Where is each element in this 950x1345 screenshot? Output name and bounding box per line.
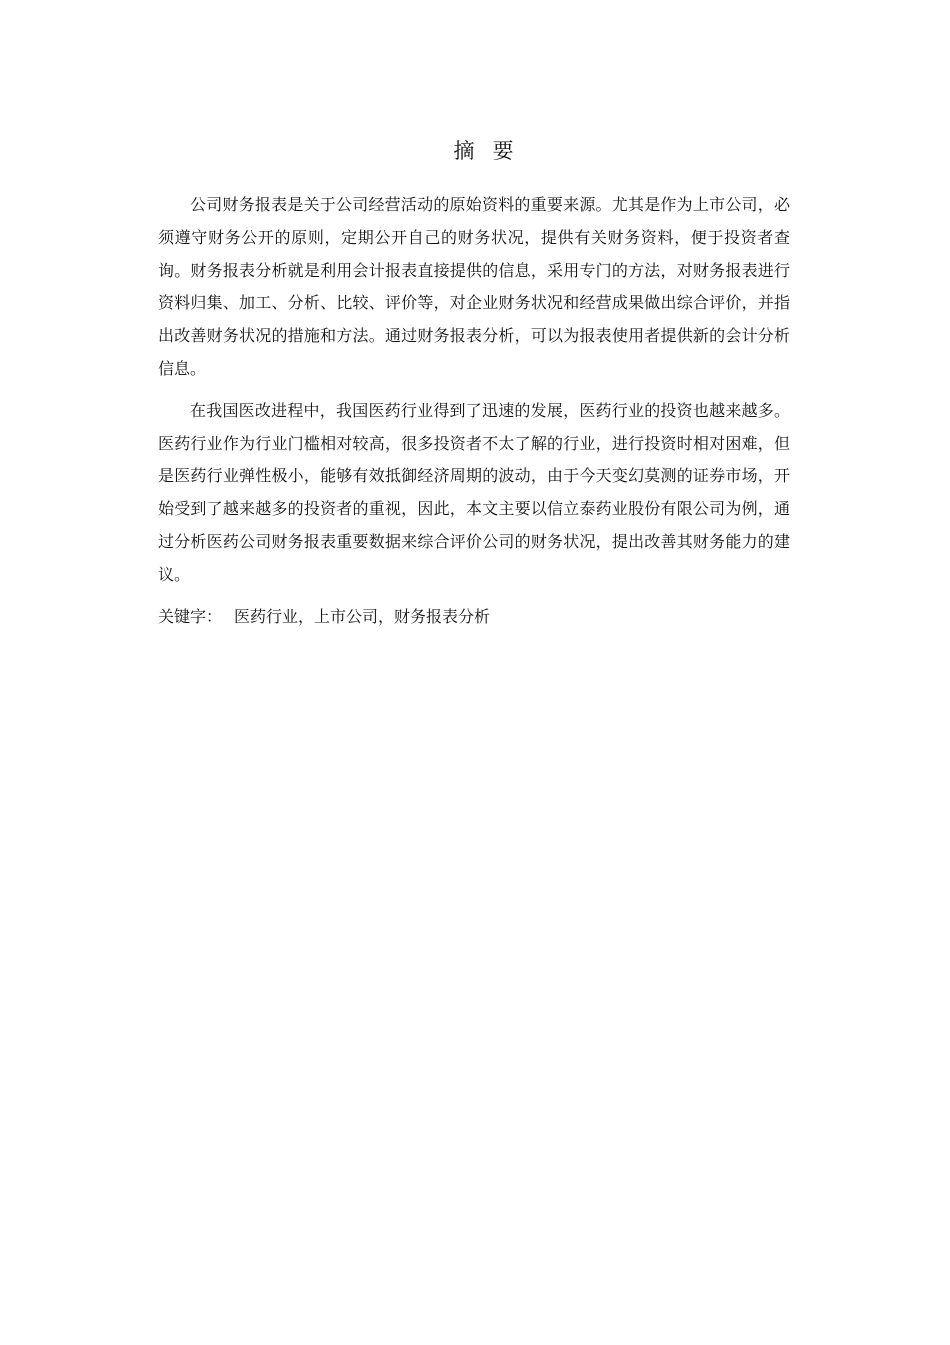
keywords-text: 医药行业，上市公司，财务报表分析 <box>234 606 491 626</box>
abstract-body <box>158 189 790 633</box>
abstract-paragraph-2: 在我国医改进程中，我国医药行业得到了迅速的发展，医药行业的投资也越来越多。医药行业作为行业门槛相对较高，很多投资者不太了解的行业，进行投资时相对困难，但是医药行业弹性极小，能够有效抵御经济周期的波动，由于今天变幻莫测的证券市场，开始受到了越来越多的投资者的重视，因此，本文主要以信立泰药业股份有限公司为例，通过分析医药公司财务报表重要数据来综合评价公司的财务状况，提出改善其财务能力的建议。 <box>158 400 790 584</box>
abstract-title: 摘要 <box>453 139 532 163</box>
abstract-paragraph-1: 公司财务报表是关于公司经营活动的原始资料的重要来源。尤其是作为上市公司，必须遵守财务公开的原则，定期公开自己的财务状况，提供有关财务资料，便于投资者查询。财务报表分析就是利用会计报表直接提供的信息，采用专门的方法，对财务报表进行资料归集、加工、分析、比较、评价等，对企业财务状况和经营成果做出综合评价，并指出改善财务状况的措施和方法。通过财务报表分析，可以为报表使用者提供新的会计分析信息。 <box>158 195 790 378</box>
keywords-line <box>158 601 790 634</box>
keywords-label: 关键字： <box>158 606 223 626</box>
